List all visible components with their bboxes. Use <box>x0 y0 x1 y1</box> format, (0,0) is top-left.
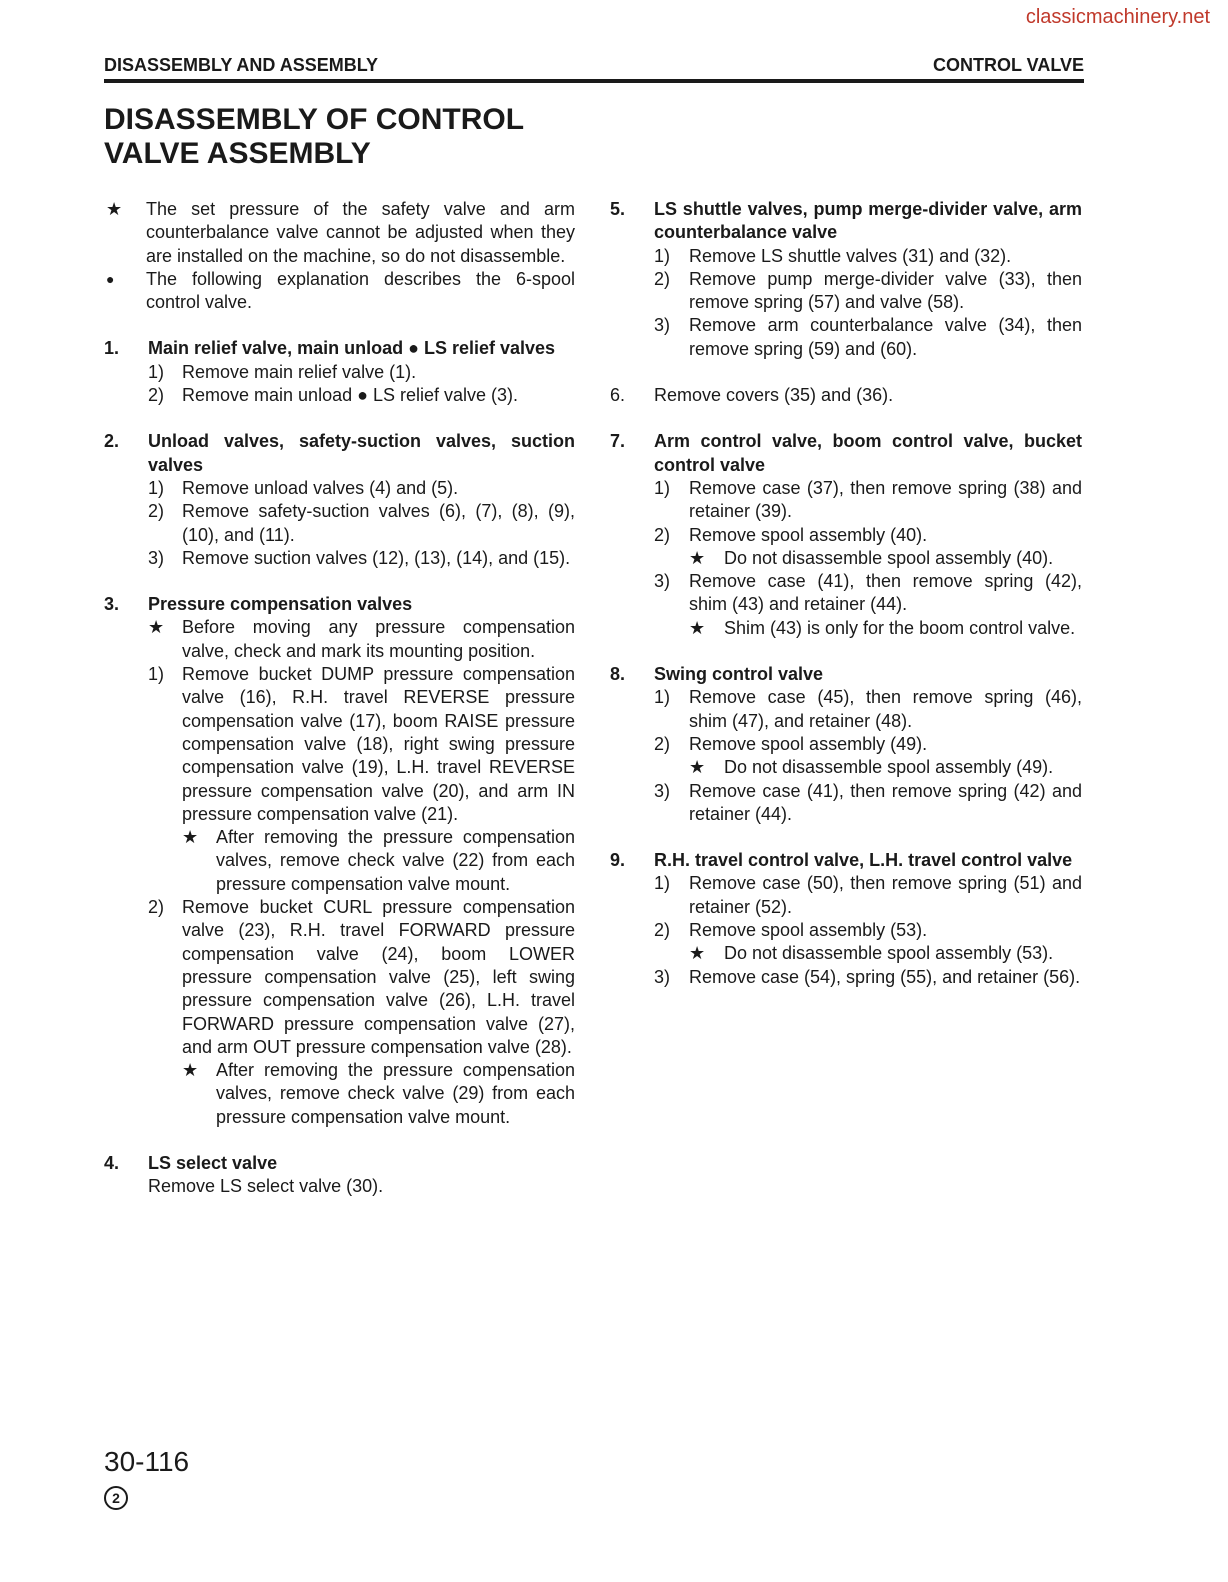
section-6 <box>610 384 1082 407</box>
step-text: Remove case (41), then remove spring (42), shim (43) and retainer (44). <box>689 571 1082 615</box>
step-number: 3) <box>654 966 671 987</box>
header-topic-title: CONTROL VALVE <box>932 55 1084 75</box>
note-text: After removing the pressure compensation valves, remove check valve (22) from each pressure compensation valve mount. <box>216 827 575 894</box>
page-title-line-2: VALVE ASSEMBLY <box>104 137 371 170</box>
section-9-step-1 <box>610 872 1082 919</box>
section-3-step-2 <box>104 896 575 1059</box>
star-icon: ★ <box>182 1060 199 1081</box>
star-note <box>104 198 575 268</box>
star-icon: ★ <box>182 827 199 848</box>
section-8-step-3 <box>610 780 1082 827</box>
step-number: 3) <box>148 547 165 568</box>
step-text: Remove bucket CURL pressure compensation valve (23), R.H. travel FORWARD pressure compensation valve (24), boom LOWER pressure compensation valve (25), left swing pressure compensation valve (26), L.H. travel FORWARD pressure compensation valve (27), and arm OUT pressure compensation valve (28). <box>182 897 575 1057</box>
section-7-step-2 <box>610 524 1082 547</box>
section-8-step-1 <box>610 686 1082 733</box>
section-5-title: LS shuttle valves, pump merge-divider valve, arm counterbalance valve <box>654 199 1082 243</box>
section-7-heading <box>610 430 1082 477</box>
step-number: 1) <box>654 477 671 498</box>
note-text: After removing the pressure compensation valves, remove check valve (29) from each pressure compensation valve mount. <box>216 1060 575 1127</box>
section-3-step-1 <box>104 663 575 826</box>
step-number: 1) <box>148 361 165 382</box>
page-title-line-1: DISASSEMBLY OF CONTROL <box>104 103 525 136</box>
section-2-title: Unload valves, safety-suction valves, suction valves <box>148 431 575 475</box>
bullet-note-text: The following explanation describes the 6-spool control valve. <box>146 268 575 313</box>
section-5-step-1 <box>610 245 1082 268</box>
step-number: 3) <box>654 571 671 592</box>
note-text: Before moving any pressure compensation valve, check and mark its mounting position. <box>182 617 575 661</box>
step-number: 1) <box>148 477 165 498</box>
section-8-step-2-note <box>610 756 1082 779</box>
step-number: 2) <box>654 268 671 289</box>
step-text: Remove bucket DUMP pressure compensation valve (16), R.H. travel REVERSE pressure compensation valve (17), boom RAISE pressure compensation valve (18), right swing pressure compensation valve (19), L.H. travel REVERSE pressure compensation valve (20), and arm IN pressure compensation valve (21). <box>182 664 575 824</box>
section-8-number: 8. <box>610 664 626 685</box>
note-text: Do not disassemble spool assembly (53). <box>724 943 1054 964</box>
header-section-title: DISASSEMBLY AND ASSEMBLY <box>104 55 379 75</box>
note-text: Shim (43) is only for the boom control valve. <box>724 617 1076 638</box>
bullet-note <box>104 268 575 315</box>
star-note-text: The set pressure of the safety valve and arm counterbalance valve cannot be adjusted when they are installed on the machine, so do not disassemble. <box>146 199 575 266</box>
section-6-text: Remove covers (35) and (36). <box>654 385 894 406</box>
section-5-heading <box>610 198 1082 245</box>
section-1-number: 1. <box>104 338 120 359</box>
step-text: Remove suction valves (12), (13), (14), and (15). <box>182 547 571 568</box>
section-1-heading <box>104 337 575 360</box>
step-text: Remove case (54), spring (55), and retainer (56). <box>689 966 1081 987</box>
section-3-step-1-note <box>104 826 575 896</box>
section-5-step-3 <box>610 314 1082 361</box>
section-7-step-3-note <box>610 617 1082 640</box>
star-icon: ★ <box>689 547 706 568</box>
section-8-title: Swing control valve <box>654 664 824 685</box>
section-9-number: 9. <box>610 850 626 871</box>
step-text: Remove LS select valve (30). <box>148 1176 384 1197</box>
step-text: Remove pump merge-divider valve (33), then remove spring (57) and valve (58). <box>689 268 1082 313</box>
section-9-step-3 <box>610 966 1082 989</box>
section-1-title: Main relief valve, main unload ● LS relief valves <box>148 338 556 359</box>
section-3-heading <box>104 593 575 616</box>
section-8-step-2 <box>610 733 1082 756</box>
step-number: 1) <box>148 664 165 685</box>
revision-badge: 2 <box>104 1486 128 1510</box>
step-text: Remove unload valves (4) and (5). <box>182 477 459 498</box>
step-number: 2) <box>148 385 165 406</box>
step-number: 2) <box>148 897 165 918</box>
section-5-number: 5. <box>610 199 626 219</box>
star-icon: ★ <box>689 617 706 638</box>
section-3-pre-note <box>104 616 575 663</box>
right-column <box>610 198 1082 989</box>
watermark-link[interactable]: classicmachinery.net <box>1025 6 1210 28</box>
step-text: Remove case (41), then remove spring (42) and retainer (44). <box>689 780 1082 824</box>
page-number: 30-116 <box>104 1446 190 1477</box>
section-7-title: Arm control valve, boom control valve, bucket control valve <box>654 431 1082 475</box>
section-4-heading <box>104 1152 575 1175</box>
section-4-text <box>104 1175 575 1198</box>
section-3-step-2-note <box>104 1059 575 1129</box>
step-text: Remove case (45), then remove spring (46), shim (47), and retainer (48). <box>689 687 1082 731</box>
section-4-title: LS select valve <box>148 1152 278 1173</box>
page-header <box>104 55 1084 83</box>
section-1-step-2 <box>104 384 575 407</box>
section-6-number: 6. <box>610 385 626 406</box>
note-text: Do not disassemble spool assembly (49). <box>724 757 1054 778</box>
section-3-number: 3. <box>104 594 120 615</box>
section-9-title: R.H. travel control valve, L.H. travel control valve <box>654 850 1073 871</box>
step-text: Remove LS shuttle valves (31) and (32). <box>689 245 1012 266</box>
step-text: Remove main unload ● LS relief valve (3). <box>182 385 519 406</box>
star-icon: ★ <box>689 757 706 778</box>
step-number: 1) <box>654 873 671 894</box>
section-9-step-2 <box>610 919 1082 942</box>
step-number: 2) <box>654 920 671 941</box>
section-7-step-2-note <box>610 547 1082 570</box>
section-9-heading <box>610 849 1082 872</box>
step-number: 3) <box>654 780 671 801</box>
star-icon: ★ <box>148 617 165 638</box>
step-number: 2) <box>654 733 671 754</box>
step-text: Remove arm counterbalance valve (34), then remove spring (59) and (60). <box>689 315 1082 359</box>
section-1-step-1 <box>104 361 575 384</box>
section-5-step-2 <box>610 268 1082 315</box>
step-text: Remove spool assembly (53). <box>689 920 928 941</box>
step-number: 3) <box>654 315 671 336</box>
section-7-step-1 <box>610 477 1082 524</box>
step-text: Remove safety-suction valves (6), (7), (8), (9), (10), and (11). <box>182 501 575 545</box>
step-text: Remove main relief valve (1). <box>182 361 417 382</box>
step-number: 2) <box>654 524 671 545</box>
section-3-title: Pressure compensation valves <box>148 594 413 615</box>
star-icon: ★ <box>106 199 123 219</box>
note-text: Do not disassemble spool assembly (40). <box>724 547 1054 568</box>
left-column <box>104 198 575 1199</box>
section-9-step-2-note <box>610 942 1082 965</box>
section-8-heading <box>610 663 1082 686</box>
section-7-step-3 <box>610 570 1082 617</box>
section-2-step-3 <box>104 547 575 570</box>
step-number: 1) <box>654 245 671 266</box>
section-2-number: 2. <box>104 431 120 452</box>
section-2-step-1 <box>104 477 575 500</box>
section-7-number: 7. <box>610 431 626 452</box>
step-text: Remove spool assembly (40). <box>689 524 928 545</box>
step-text: Remove case (37), then remove spring (38) and retainer (39). <box>689 477 1082 522</box>
section-2-heading <box>104 430 575 477</box>
section-2-step-2 <box>104 500 575 547</box>
page-title <box>104 103 604 171</box>
step-number: 1) <box>654 687 671 708</box>
step-text: Remove spool assembly (49). <box>689 733 928 754</box>
step-text: Remove case (50), then remove spring (51) and retainer (52). <box>689 873 1082 917</box>
section-4-number: 4. <box>104 1152 120 1173</box>
star-icon: ★ <box>689 943 706 964</box>
step-number: 2) <box>148 501 165 522</box>
bullet-icon: ● <box>106 270 115 287</box>
